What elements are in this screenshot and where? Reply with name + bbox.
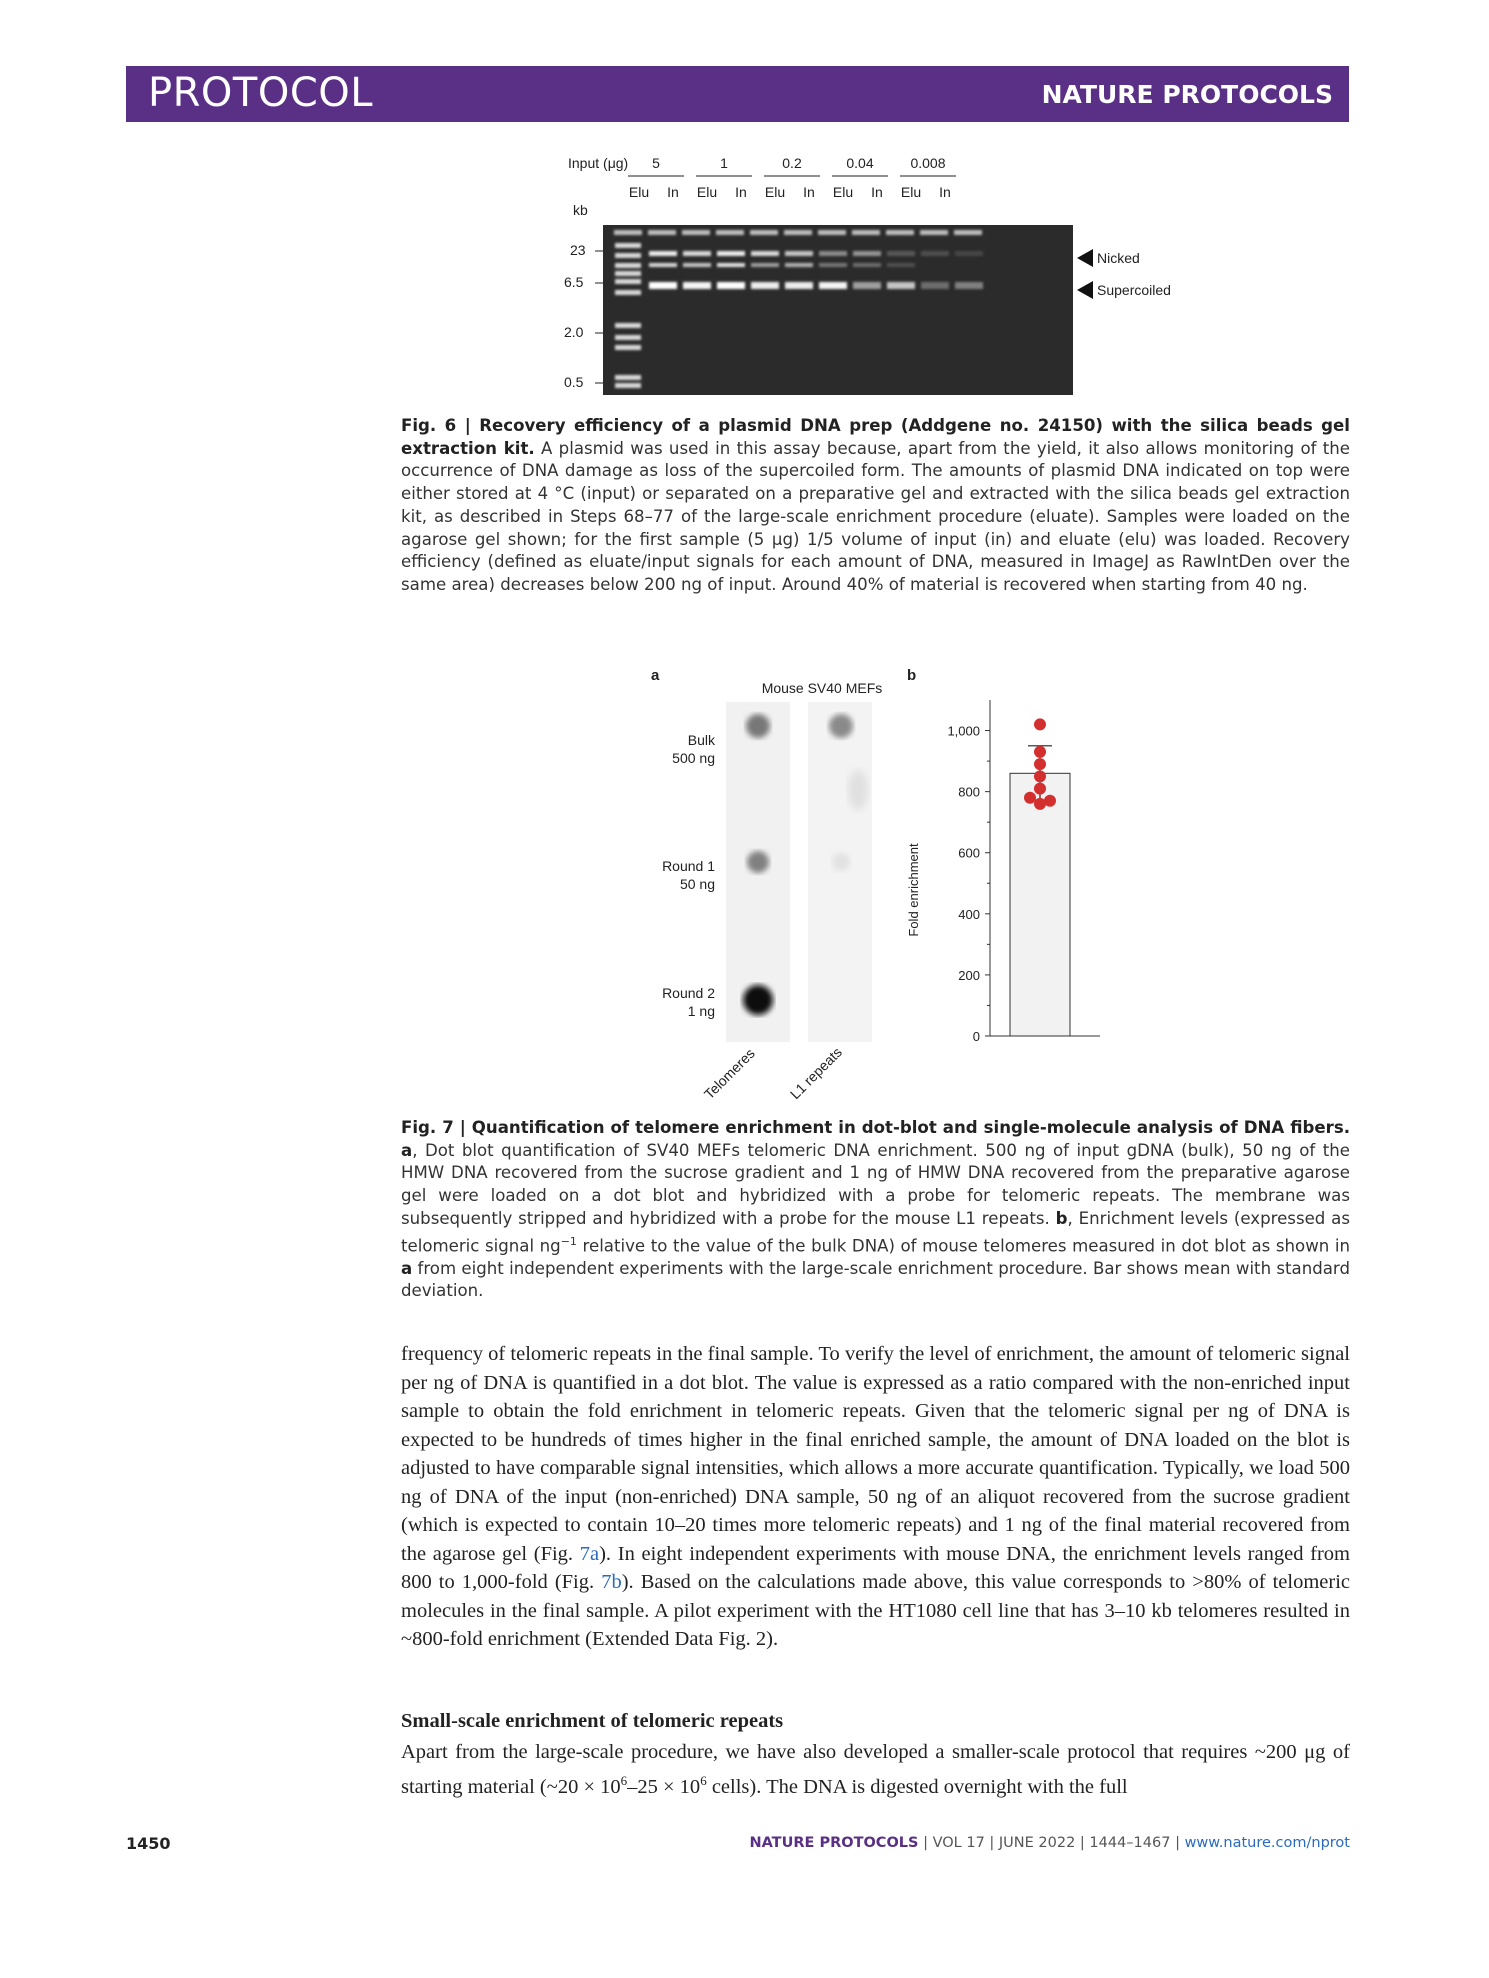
- supercoiled-arrow-icon: [1077, 281, 1093, 299]
- y-tick-label-3: 600: [958, 845, 980, 861]
- data-point-7: [1034, 798, 1046, 810]
- dot-l1-smear: [848, 770, 868, 810]
- panel-a-label: a: [651, 667, 660, 684]
- data-point-3: [1034, 770, 1046, 782]
- group-label-0: 5: [652, 155, 660, 171]
- fig7-figure: [630, 660, 1110, 1110]
- mid-band-5: [819, 263, 847, 267]
- ladder-band-1: [615, 253, 641, 258]
- footer-citation: [749, 1835, 1350, 1851]
- lane-label-1-0: Elu: [696, 184, 718, 200]
- nicked-band-5: [819, 251, 847, 256]
- data-point-5: [1024, 792, 1036, 804]
- well-7: [852, 230, 880, 235]
- lane-label-2-1: In: [803, 184, 815, 200]
- nicked-label: Nicked: [1097, 250, 1140, 266]
- fig7-caption-text2: , Enrichment levels (expressed as telomeric signal ng: [401, 1208, 1350, 1256]
- kb-label: kb: [573, 202, 588, 218]
- group-label-1: 1: [720, 155, 728, 171]
- well-8: [886, 230, 914, 235]
- gel-image: [603, 225, 1073, 395]
- y-tick-label-5: 1,000: [947, 723, 980, 739]
- body-p1a: frequency of telomeric repeats in the final sample. To verify the level of enrichment, the amount of telomeric signal per ng of DNA is quantified in a dot blot. The value is expressed as a ratio compared with the non-enriched input sample to obtain the fold enrichment in telomeric repeats. Given that the telomeric signal per ng of DNA is expected to be hundreds of times higher in the final enriched sample, the amount of DNA loaded on the blot is adjusted to have comparable signal intensities, which allows a more accurate quantification. Typically, we load 500 ng of DNA of the input (non-enriched) DNA sample, 50 ng of an aliquot recovered from the sucrose gradient (which is expected to contain 10–20 times more telomeric repeats) and 1 ng of the final material recovered from the agarose gel (Fig.: [401, 1343, 1350, 1565]
- data-point-1: [1034, 746, 1046, 758]
- dot-telomeres-round2: [743, 985, 773, 1015]
- lane-label-2-0: Elu: [764, 184, 786, 200]
- col-l1-label: L1 repeats: [786, 1044, 845, 1103]
- y-axis-label: Fold enrichment: [906, 843, 921, 937]
- fig7-caption-title: Fig. 7 | Quantification of telomere enrichment in dot-blot and single-molecule analysis of DNA fibers.: [401, 1118, 1350, 1137]
- bar-mean: [1010, 773, 1070, 1036]
- fig7-caption-text4: from eight independent experiments with the large-scale enrichment procedure. Bar shows mean with standard deviation.: [401, 1258, 1350, 1301]
- supercoiled-band-6: [853, 282, 881, 289]
- nicked-band-0: [649, 251, 677, 256]
- lane-label-0-1: In: [667, 184, 679, 200]
- supercoiled-label: Supercoiled: [1097, 282, 1171, 298]
- l1-strip: [808, 702, 872, 1042]
- panel-b-label: b: [907, 667, 917, 684]
- footer-url-link[interactable]: www.nature.com/nprot: [1184, 1835, 1350, 1851]
- footer-journal: NATURE PROTOCOLS: [749, 1835, 919, 1851]
- fig7-caption-b: b: [1055, 1208, 1068, 1228]
- ladder-axis: [564, 242, 603, 390]
- fig7-caption-a2: a: [401, 1258, 413, 1278]
- supercoiled-band-1: [683, 282, 711, 289]
- row-bulk-label: Bulk: [687, 732, 715, 748]
- body-paragraph-2: [401, 1738, 1350, 1801]
- mid-band-6: [853, 263, 881, 267]
- lane-label-1-1: In: [735, 184, 747, 200]
- well-2: [682, 230, 710, 235]
- fig7-caption: [401, 1117, 1350, 1303]
- ladder-band-2: [615, 263, 641, 268]
- y-tick-label-4: 800: [958, 784, 980, 800]
- row-round2-label: Round 2: [662, 985, 715, 1001]
- page-number: 1450: [126, 1834, 171, 1853]
- group-label-4: 0.008: [910, 155, 946, 171]
- ref-fig7a-link[interactable]: 7a: [579, 1542, 600, 1565]
- dot-telomeres-round1: [747, 851, 769, 873]
- ladder-band-6: [615, 323, 641, 328]
- body-p1c: ). Based on the calculations made above, this value corresponds to >80% of telomeric molecules in the final sample. A pilot experiment with the HT1080 cell line that has 3–10 kb telomeres resulted in ~800-fold enrichment (Extended Data Fig. 2).: [401, 1571, 1350, 1650]
- footer-meta: | VOL 17 | JUNE 2022 | 1444–1467 |: [918, 1835, 1185, 1851]
- section-heading: Small-scale enrichment of telomeric repeats: [401, 1710, 784, 1732]
- section-label: PROTOCOL: [148, 70, 374, 116]
- well-5: [784, 230, 812, 235]
- lane-label-3-0: Elu: [832, 184, 854, 200]
- nicked-band-3: [751, 251, 779, 256]
- lane-label-3-1: In: [871, 184, 883, 200]
- nicked-band-8: [921, 251, 949, 256]
- well-0: [614, 230, 642, 235]
- fig7-caption-text3: relative to the value of the bulk DNA) of mouse telomeres measured in dot blot as shown in: [576, 1236, 1350, 1256]
- nicked-band-1: [683, 251, 711, 256]
- row-bulk-amount: 500 ng: [672, 750, 715, 766]
- dot-l1-bulk: [829, 714, 853, 738]
- body-sup2: 6: [700, 1772, 707, 1788]
- ladder-0.5: 0.5: [564, 374, 584, 390]
- well-9: [920, 230, 948, 235]
- well-6: [818, 230, 846, 235]
- data-point-2: [1034, 758, 1046, 770]
- y-tick-label-1: 200: [958, 967, 980, 983]
- data-point-4: [1034, 783, 1046, 795]
- body-p2b: –25 × 10: [627, 1775, 701, 1798]
- ladder-band-7: [615, 335, 641, 340]
- body-sup1: 6: [620, 1772, 628, 1788]
- supercoiled-band-4: [785, 282, 813, 289]
- ladder-2.0: 2.0: [564, 324, 584, 340]
- y-tick-label-0: 0: [972, 1029, 980, 1044]
- ladder-band-0: [615, 243, 641, 248]
- supercoiled-band-0: [649, 282, 677, 289]
- header-bar: [126, 66, 1349, 122]
- row-round1-amount: 50 ng: [679, 876, 715, 892]
- dot-l1-round1: [832, 853, 850, 871]
- ladder-band-3: [615, 271, 641, 276]
- mid-band-2: [717, 263, 745, 267]
- ladder-band-8: [615, 345, 641, 350]
- fig7-caption-a: a: [401, 1140, 413, 1160]
- col-telomeres-label: Telomeres: [700, 1045, 758, 1103]
- well-1: [648, 230, 676, 235]
- fold-enrichment-chart: [906, 700, 1100, 1044]
- y-tick-label-2: 400: [958, 906, 980, 922]
- fig6-caption-title: Fig. 6 | Recovery efficiency of a plasmid DNA prep (Addgene no. 24150) with the silica beads gel extraction kit.: [401, 416, 1350, 458]
- supercoiled-band-2: [717, 282, 745, 289]
- ref-fig7b-link[interactable]: 7b: [601, 1571, 622, 1593]
- group-label-2: 0.2: [782, 155, 802, 171]
- fig6-caption-text: A plasmid was used in this assay because, apart from the yield, it also allows monitoring of the occurrence of DNA damage as loss of the supercoiled form. The amounts of plasmid DNA indicated on top were either stored at 4 °C (input) or separated on a preparative gel and extracted with the silica beads gel extraction kit, as described in Steps 68–77 of the large-scale enrichment procedure (eluate). Samples were loaded on the agarose gel shown; for the first sample (5 μg) 1/5 volume of input (in) and eluate (elu) was loaded. Recovery efficiency (defined as eluate/input signals for each amount of DNA, measured in ImageJ as RawIntDen over the same area) decreases below 200 ng of input. Around 40% of material is recovered when starting from 40 ng.: [401, 438, 1350, 594]
- supercoiled-band-5: [819, 282, 847, 289]
- dot-telomeres-bulk: [746, 714, 770, 738]
- well-10: [954, 230, 982, 235]
- nicked-band-7: [887, 251, 915, 256]
- lane-label-4-0: Elu: [900, 184, 922, 200]
- journal-name: NATURE PROTOCOLS: [1041, 80, 1333, 109]
- ladder-23: 23: [570, 242, 586, 258]
- group-label-3: 0.04: [846, 155, 874, 171]
- ladder-band-5: [615, 290, 641, 295]
- ladder-band-9: [615, 375, 641, 380]
- ladder-band-10: [615, 383, 641, 388]
- supercoiled-band-8: [921, 282, 949, 289]
- nicked-band-2: [717, 251, 745, 256]
- lane-label-0-0: Elu: [628, 184, 650, 200]
- fig7-caption-sup: −1: [560, 1234, 577, 1248]
- ladder-6.5: 6.5: [564, 274, 584, 290]
- body-p1b: ). In eight independent experiments with mouse DNA, the enrichment levels ranged from 800 to 1,000-fold (Fig.: [401, 1542, 1350, 1593]
- well-3: [716, 230, 744, 235]
- dot-blot-title: Mouse SV40 MEFs: [761, 680, 883, 696]
- mid-band-0: [649, 263, 677, 267]
- supercoiled-band-9: [955, 282, 983, 289]
- body-p2a: Apart from the large-scale procedure, we have also developed a smaller-scale protocol that requires ~200 μg of starting material (~20 × 10: [401, 1741, 1350, 1798]
- mid-band-3: [751, 263, 779, 267]
- mid-band-4: [785, 263, 813, 267]
- nicked-arrow-icon: [1077, 249, 1093, 267]
- nicked-band-4: [785, 251, 813, 256]
- body-p2c: cells). The DNA is digested overnight with the full: [706, 1775, 1128, 1798]
- nicked-band-6: [853, 251, 881, 256]
- fig7-caption-text1: , Dot blot quantification of SV40 MEFs telomeric DNA enrichment. 500 ng of input gDNA (bulk), 50 ng of the HMW DNA recovered from the sucrose gradient and 1 ng of HMW DNA recovered from the preparative agarose gel were loaded on a dot blot and hybridized with a probe for telomeric repeats. The membrane was subsequently stripped and hybridized with a probe for the mouse L1 repeats.: [401, 1140, 1350, 1228]
- data-point-0: [1034, 718, 1046, 730]
- body-paragraph-1: [401, 1340, 1350, 1654]
- fig6-caption: [401, 415, 1350, 597]
- input-label: Input (μg): [568, 155, 629, 171]
- lane-label-4-1: In: [939, 184, 951, 200]
- mid-band-1: [683, 263, 711, 267]
- nicked-band-9: [955, 251, 983, 256]
- well-4: [750, 230, 778, 235]
- supercoiled-band-3: [751, 282, 779, 289]
- row-round1-label: Round 1: [662, 858, 715, 874]
- supercoiled-band-7: [887, 282, 915, 289]
- ladder-band-4: [615, 279, 641, 284]
- row-round2-amount: 1 ng: [687, 1003, 715, 1019]
- mid-band-7: [887, 263, 915, 267]
- fig6-gel-figure: [540, 145, 1200, 400]
